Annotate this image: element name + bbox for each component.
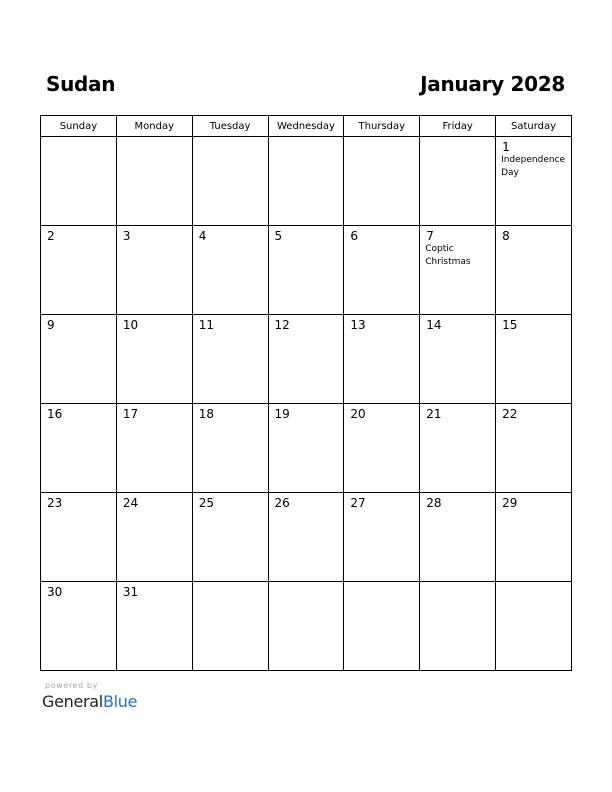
week-row bbox=[41, 582, 572, 671]
empty-day-cell bbox=[344, 137, 420, 226]
day-number: 28 bbox=[426, 496, 442, 510]
day-cell bbox=[41, 493, 117, 582]
weekday-sunday: Sunday bbox=[41, 116, 117, 137]
day-cell bbox=[420, 315, 496, 404]
day-cell bbox=[192, 315, 268, 404]
weekday-monday: Monday bbox=[116, 116, 192, 137]
generalblue-logo bbox=[42, 692, 137, 711]
day-cell bbox=[420, 226, 496, 315]
day-number: 16 bbox=[47, 407, 63, 421]
day-number: 1 bbox=[502, 140, 510, 154]
day-number: 22 bbox=[502, 407, 518, 421]
day-cell bbox=[344, 226, 420, 315]
day-number: 5 bbox=[274, 229, 283, 243]
empty-day-cell bbox=[268, 137, 344, 226]
powered-by-label: powered by bbox=[45, 681, 98, 690]
day-cell bbox=[344, 493, 420, 582]
day-number: 4 bbox=[198, 229, 207, 243]
empty-day-cell bbox=[268, 582, 344, 671]
day-cell bbox=[192, 404, 268, 493]
day-number: 24 bbox=[122, 496, 139, 510]
day-number: 8 bbox=[502, 229, 510, 243]
day-cell bbox=[268, 226, 344, 315]
day-number: 10 bbox=[122, 318, 139, 332]
day-number: 12 bbox=[274, 318, 290, 332]
day-number: 30 bbox=[47, 585, 63, 599]
day-number: 25 bbox=[198, 496, 214, 510]
footer-branding bbox=[42, 681, 137, 711]
weekday-tuesday: Tuesday bbox=[192, 116, 268, 137]
month-title: January 2028 bbox=[420, 72, 565, 96]
empty-day-cell bbox=[420, 137, 496, 226]
weekday-wednesday: Wednesday bbox=[268, 116, 344, 137]
empty-day-cell bbox=[192, 582, 268, 671]
day-number: 3 bbox=[122, 229, 131, 243]
day-number: 9 bbox=[47, 318, 55, 332]
day-cell bbox=[420, 493, 496, 582]
day-cell bbox=[116, 404, 192, 493]
weekday-header-row bbox=[41, 116, 572, 137]
day-cell bbox=[344, 404, 420, 493]
day-number: 7 bbox=[426, 229, 434, 243]
empty-day-cell bbox=[41, 137, 117, 226]
day-number: 31 bbox=[122, 585, 139, 599]
day-cell bbox=[496, 226, 572, 315]
empty-day-cell bbox=[116, 137, 192, 226]
day-cell bbox=[116, 582, 192, 671]
day-cell bbox=[268, 315, 344, 404]
day-cell bbox=[116, 315, 192, 404]
country-name: Sudan bbox=[46, 72, 116, 96]
day-number: 21 bbox=[426, 407, 442, 421]
brand-general: General bbox=[42, 692, 103, 711]
day-number: 27 bbox=[350, 496, 366, 510]
empty-day-cell bbox=[192, 137, 268, 226]
day-number: 26 bbox=[274, 496, 290, 510]
day-number: 11 bbox=[198, 318, 214, 332]
week-row bbox=[41, 404, 572, 493]
day-number: 20 bbox=[350, 407, 366, 421]
day-number: 23 bbox=[47, 496, 63, 510]
week-row bbox=[41, 137, 572, 226]
day-number: 2 bbox=[47, 229, 55, 243]
day-cell bbox=[420, 404, 496, 493]
day-number: 18 bbox=[198, 407, 214, 421]
day-cell bbox=[496, 493, 572, 582]
day-cell bbox=[41, 226, 117, 315]
calendar-grid bbox=[40, 115, 572, 671]
day-cell bbox=[116, 226, 192, 315]
day-cell bbox=[268, 404, 344, 493]
day-cell bbox=[116, 493, 192, 582]
day-cell bbox=[41, 315, 117, 404]
day-number: 19 bbox=[274, 407, 290, 421]
day-number: 15 bbox=[502, 318, 518, 332]
holiday-label: Coptic Christmas bbox=[425, 244, 471, 267]
empty-day-cell bbox=[496, 582, 572, 671]
week-row bbox=[41, 315, 572, 404]
weekday-friday: Friday bbox=[420, 116, 496, 137]
day-cell bbox=[41, 404, 117, 493]
day-cell bbox=[268, 493, 344, 582]
empty-day-cell bbox=[344, 582, 420, 671]
week-row bbox=[41, 226, 572, 315]
day-number: 29 bbox=[502, 496, 518, 510]
day-number: 17 bbox=[122, 407, 139, 421]
empty-day-cell bbox=[420, 582, 496, 671]
week-row bbox=[41, 493, 572, 582]
day-number: 6 bbox=[350, 229, 359, 243]
weekday-saturday: Saturday bbox=[496, 116, 572, 137]
day-cell bbox=[344, 315, 420, 404]
day-cell bbox=[192, 226, 268, 315]
holiday-label: Independence Day bbox=[501, 155, 566, 178]
day-number: 14 bbox=[426, 318, 442, 332]
day-cell bbox=[496, 404, 572, 493]
weekday-thursday: Thursday bbox=[344, 116, 420, 137]
day-cell bbox=[496, 315, 572, 404]
day-cell bbox=[192, 493, 268, 582]
day-number: 13 bbox=[350, 318, 366, 332]
day-cell bbox=[496, 137, 572, 226]
day-cell bbox=[41, 582, 117, 671]
brand-blue: Blue bbox=[102, 692, 138, 711]
